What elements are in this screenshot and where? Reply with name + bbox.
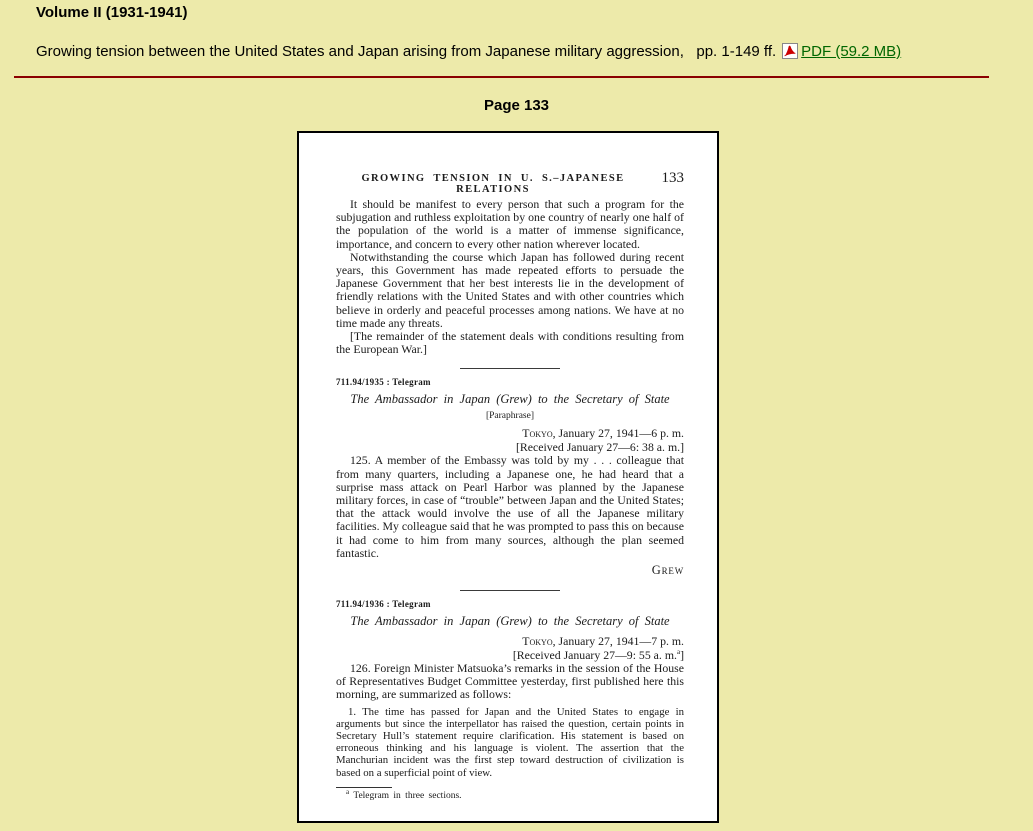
telegram1-signature: Grew [651,563,684,578]
running-head [336,170,684,195]
telegram1-received-line: [Received January 27—6: 38 a. m.] [515,439,684,454]
running-head-page-number: 133 [661,170,684,186]
telegram2-extract-point: 1. The time has passed for Japan and the United States to engage in arguments but since the interpellator has raised the question, certain points in Secretary Hull’s statement require clarification. His statement is based on erroneous thinking and his language is violent. The assertion that the Manchurian incident was the first step toward destruction of civilization is based on a superficial point of view. [336,705,684,779]
footnote-text [336,787,684,801]
telegram2-received-text: [Received January 27—9: 55 a. m. [512,647,677,662]
pdf-file-icon[interactable] [782,43,798,59]
footnote-reference-marker: a [676,647,681,656]
footnote-block [336,787,684,801]
scanned-document-page [297,131,719,823]
telegram2-body: 126. Foreign Minister Matsuoka’s remarks in the session of the House of Representatives Budget Committee yesterday, first published here this morning, are summarized as follows: [336,661,684,702]
telegram1-dateline [336,427,684,441]
horizontal-rule [14,76,989,78]
footnote-content: Telegram in three sections. [349,790,462,801]
telegram2-file-reference: 711.94/1936 : Telegram [336,599,431,610]
telegram1-file-reference: 711.94/1935 : Telegram [336,377,431,388]
telegram2-dateline [336,635,684,649]
intro-paragraph: Notwithstanding the course which Japan has followed during recent years, this Government has made repeated efforts to persuade the Japanese Government that her best interests lie in the development of friendly relations with the United States and with other countries which believe in orderly and peaceful processes among nations. We have at no time made any threats. [336,249,684,330]
section-divider [460,368,560,369]
telegram2-received-bracket: ] [680,647,684,662]
subtitle-text: Growing tension between the United States and Japan arising from Japanese military aggression, pp. 1-149 ff. [36,43,777,60]
footnote-rule [336,787,392,788]
intro-paragraph: It should be manifest to every person that such a program for the subjugation and ruthless exploitation by one country of nearly one half of the population of the world is a matter of immense significance, importance, and concern to every other nation wherever located. [336,197,684,251]
telegram1-body: 125. A member of the Embassy was told by my . . . colleague that from many quarters, including a Japanese one, he had heard that a surprise mass attack on Pearl Harbor was planned by the Japanese military forces, in case of “trouble” between Japan and the United States; that the attack would involve the use of all the Japanese military facilities. My colleague said that he was prompted to pass this on because it had come to him from many sources, although the plan seemed fantastic. [336,453,684,560]
subtitle-row [36,42,1033,61]
volume-title: Volume II (1931-1941) [36,4,188,21]
telegram2-date: January 27, 1941—7 p. m. [555,634,684,649]
page-number-heading: Page 133 [483,97,550,114]
telegram1-heading: The Ambassador in Japan (Grew) to the Secretary of State [350,392,670,407]
telegram2-place: Tokyo, [522,634,556,649]
telegram1-place: Tokyo, [522,426,556,441]
telegram2-received-line [336,649,684,663]
telegram2-heading: The Ambassador in Japan (Grew) to the Secretary of State [350,614,670,629]
telegram1-paraphrase-label: [Paraphrase] [485,411,534,422]
telegram1-date: January 27, 1941—6 p. m. [555,426,684,441]
pdf-link[interactable]: PDF (59.2 MB) [801,43,902,60]
intro-paragraph: [The remainder of the statement deals with conditions resulting from the European War.] [336,329,684,357]
section-divider [460,590,560,591]
footnote-marker: a [346,787,350,796]
running-head-title: GROWING TENSION IN U. S.–JAPANESE RELATIONS [361,173,625,195]
